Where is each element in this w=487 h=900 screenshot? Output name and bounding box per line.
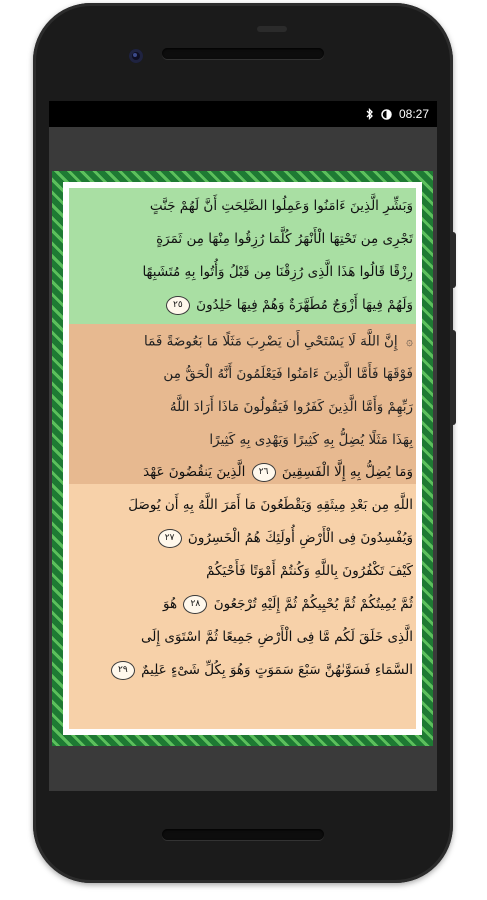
ayah-number-marker: ٢٩ (111, 661, 135, 680)
earpiece-slot (257, 26, 287, 32)
verse-text: بِهَذَا مَثَلًا يُضِلُّ بِهِ كَثِيرًا وَيَهْدِى بِهِ كَثِيرًا (209, 432, 413, 448)
text-line[interactable] (69, 325, 416, 358)
volume-button (450, 330, 456, 425)
verse-text: إِنَّ اللَّهَ لَا يَسْتَحْىِ أَن يَضْرِبَ مَثَلًا مَا بَعُوضَةً فَمَا (143, 333, 398, 350)
verse-text: اللَّهِ مِن بَعْدِ مِيثَقِهِ وَيَقْطَعُونَ مَا أَمَرَ اللَّهُ بِهِ أَن يُوصَلَ (128, 497, 413, 513)
text-line[interactable] (69, 190, 416, 223)
status-bar (49, 101, 437, 127)
text-line[interactable] (69, 424, 416, 457)
ayah-number-marker: ٢٦ (252, 463, 276, 482)
text-line[interactable] (69, 289, 416, 322)
verse-text: هُوَ (163, 596, 178, 612)
verse-text: رِزْقًا قَالُوا هَذَا الَّذِى رُزِقْنَا مِن قَبْلُ وَأُتُوا بِهِ مُتَشَبِهًا (142, 264, 413, 280)
top-speaker (162, 48, 324, 59)
text-line[interactable] (69, 358, 416, 391)
verse-text: وَبَشِّرِ الَّذِينَ ءَامَنُوا وَعَمِلُوا الصَّلِحَتِ أَنَّ لَهُمْ جَنَّتٍ (149, 198, 413, 214)
ayah-number-marker: ٢٨ (183, 595, 207, 614)
screen (49, 101, 437, 791)
text-line[interactable] (69, 654, 416, 687)
verse-text: الَّذِى خَلَقَ لَكُم مَّا فِى الْأَرْضِ جَمِيعًا ثُمَّ اسْتَوَى إِلَى (140, 629, 413, 645)
verse-text: وَلَهُمْ فِيهَا أَزْوَجٌ مُطَهَّرَةٌ وَهُمْ فِيهَا خَلِدُونَ (196, 297, 413, 313)
verse-text: كَيْفَ تَكْفُرُونَ بِاللَّهِ وَكُنتُمْ أَمْوَتًا فَأَحْيَكُمْ (206, 563, 413, 579)
status-icons (366, 107, 429, 121)
reader-top-area[interactable] (49, 127, 437, 169)
front-camera (129, 49, 143, 63)
verse-text: الَّذِينَ يَنقُضُونَ عَهْدَ (143, 464, 246, 480)
page-text-area[interactable] (69, 188, 416, 729)
text-line[interactable] (69, 555, 416, 588)
text-line[interactable] (69, 489, 416, 522)
verse-text: السَّمَاءِ فَسَوَّىٰهُنَّ سَبْعَ سَمَوَتٍ وَهُوَ بِكُلِّ شَىْءٍ عَلِيمٌ (141, 662, 413, 678)
ruku-marker: ۞ (405, 334, 413, 348)
reader-bottom-area[interactable] (49, 753, 437, 791)
bottom-speaker (162, 829, 324, 840)
text-line[interactable] (69, 588, 416, 621)
verse-text: وَيُفْسِدُونَ فِى الْأَرْضِ أُولَئِكَ هُمُ الْخَسِرُونَ (187, 530, 413, 546)
verse-text: فَوْقَهَا فَأَمَّا الَّذِينَ ءَامَنُوا فَيَعْلَمُونَ أَنَّهُ الْحَقُّ مِن (163, 366, 413, 382)
text-line[interactable] (69, 522, 416, 555)
verse-text: وَمَا يُضِلُّ بِهِ إِلَّا الْفَسِقِينَ (281, 464, 413, 480)
text-line[interactable] (69, 621, 416, 654)
verse-text: تَجْرِى مِن تَحْتِهَا الْأَنْهَرُ كُلَّمَا رُزِقُوا مِنْهَا مِن ثَمَرَةٍ (156, 231, 413, 247)
ayah-number-marker: ٢٥ (166, 296, 190, 315)
verse-text: ثُمَّ يُمِيتُكُمْ ثُمَّ يُحْيِيكُمْ ثُمَّ إِلَيْهِ تُرْجَعُونَ (213, 596, 413, 612)
power-button (450, 232, 456, 288)
status-time: 08:27 (398, 107, 429, 121)
verse-text: رَبِّهِمْ وَأَمَّا الَّذِينَ كَفَرُوا فَيَقُولُونَ مَاذَا أَرَادَ اللَّهُ (169, 399, 413, 415)
quran-page[interactable] (52, 171, 433, 746)
text-line[interactable] (69, 223, 416, 256)
text-line[interactable] (69, 391, 416, 424)
text-line[interactable] (69, 456, 416, 489)
do-not-disturb-icon (381, 109, 392, 120)
bluetooth-icon (366, 108, 374, 120)
text-line[interactable] (69, 256, 416, 289)
ayah-number-marker: ٢٧ (158, 529, 182, 548)
